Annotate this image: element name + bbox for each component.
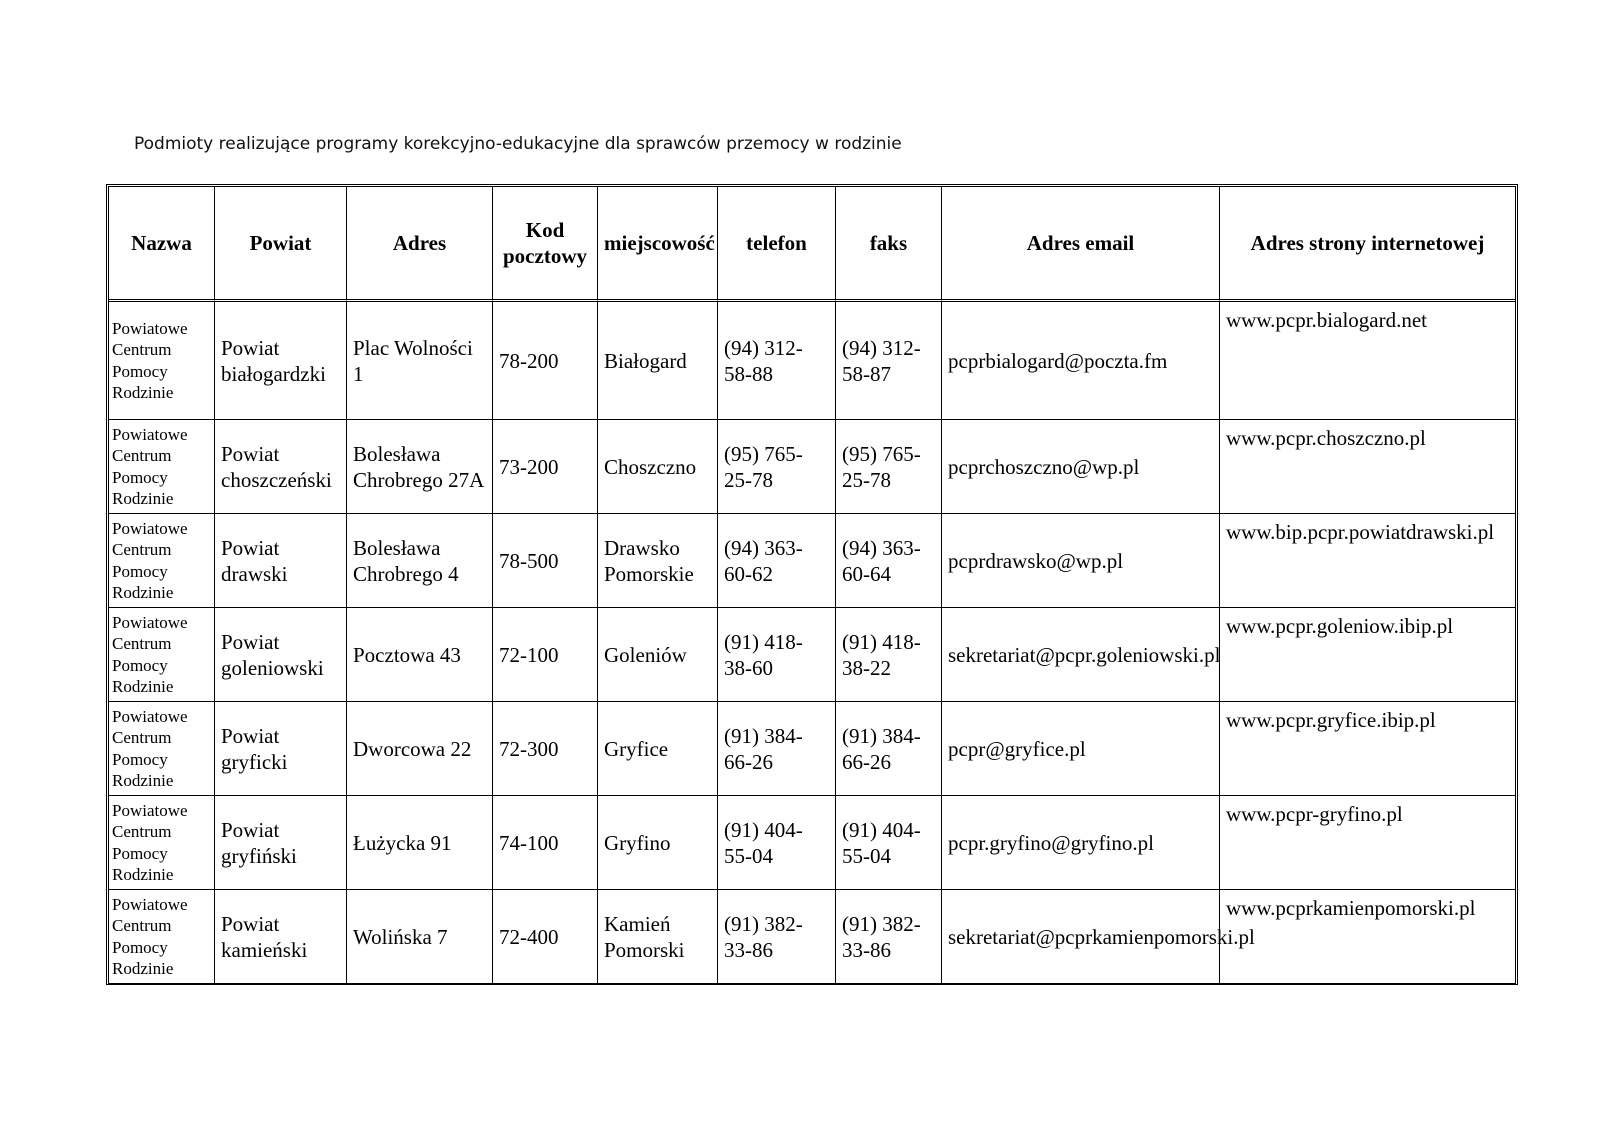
cell-powiat: Powiat goleniowski (215, 608, 347, 702)
cell-email: sekretariat@pcpr.goleniowski.pl (942, 608, 1220, 702)
cell-faks: (94) 312-58-87 (836, 302, 942, 420)
cell-faks: (95) 765-25-78 (836, 420, 942, 514)
cell-email: pcprdrawsko@wp.pl (942, 514, 1220, 608)
cell-telefon: (91) 384-66-26 (718, 702, 836, 796)
cell-kod-pocztowy: 72-400 (493, 890, 598, 983)
cell-kod-pocztowy: 78-200 (493, 302, 598, 420)
cell-powiat: Powiat drawski (215, 514, 347, 608)
cell-miejscowosc: Gryfice (598, 702, 718, 796)
cell-powiat: Powiat białogardzki (215, 302, 347, 420)
table-row (109, 420, 1515, 514)
cell-telefon: (91) 382-33-86 (718, 890, 836, 983)
entities-table-container (106, 184, 1512, 985)
cell-nazwa: Powiatowe Centrum Pomocy Rodzinie (109, 796, 215, 890)
table-row (109, 608, 1515, 702)
cell-kod-pocztowy: 72-100 (493, 608, 598, 702)
cell-miejscowosc: Gryfino (598, 796, 718, 890)
cell-www: www.pcpr.goleniow.ibip.pl (1220, 608, 1515, 702)
cell-faks: (94) 363-60-64 (836, 514, 942, 608)
cell-telefon: (94) 312-58-88 (718, 302, 836, 420)
cell-www: www.pcpr.bialogard.net (1220, 302, 1515, 420)
cell-adres: Wolińska 7 (347, 890, 493, 983)
cell-www: www.pcpr-gryfino.pl (1220, 796, 1515, 890)
cell-email: pcpr.gryfino@gryfino.pl (942, 796, 1220, 890)
cell-nazwa: Powiatowe Centrum Pomocy Rodzinie (109, 890, 215, 983)
cell-faks: (91) 382-33-86 (836, 890, 942, 983)
cell-email: pcpr@gryfice.pl (942, 702, 1220, 796)
cell-telefon: (94) 363-60-62 (718, 514, 836, 608)
header-faks: faks (836, 187, 942, 302)
document-title: Podmioty realizujące programy korekcyjno-edukacyjne dla sprawców przemocy w rodzinie (134, 134, 902, 154)
header-telefon: telefon (718, 187, 836, 302)
table-row (109, 514, 1515, 608)
cell-powiat: Powiat kamieński (215, 890, 347, 983)
cell-powiat: Powiat choszczeński (215, 420, 347, 514)
cell-faks: (91) 418-38-22 (836, 608, 942, 702)
cell-kod-pocztowy: 73-200 (493, 420, 598, 514)
cell-adres: Plac Wolności 1 (347, 302, 493, 420)
cell-faks: (91) 384-66-26 (836, 702, 942, 796)
cell-adres: Bolesława Chrobrego 4 (347, 514, 493, 608)
table-row (109, 702, 1515, 796)
cell-www: www.pcpr.choszczno.pl (1220, 420, 1515, 514)
cell-www: www.pcpr.gryfice.ibip.pl (1220, 702, 1515, 796)
cell-telefon: (95) 765-25-78 (718, 420, 836, 514)
cell-email: sekretariat@pcprkamienpomorski.pl (942, 890, 1220, 983)
table-row (109, 796, 1515, 890)
cell-nazwa: Powiatowe Centrum Pomocy Rodzinie (109, 420, 215, 514)
cell-miejscowosc: Choszczno (598, 420, 718, 514)
cell-powiat: Powiat gryficki (215, 702, 347, 796)
table-header (109, 187, 1515, 302)
cell-kod-pocztowy: 78-500 (493, 514, 598, 608)
cell-miejscowosc: Drawsko Pomorskie (598, 514, 718, 608)
cell-nazwa: Powiatowe Centrum Pomocy Rodzinie (109, 514, 215, 608)
header-adres-strony: Adres strony internetowej (1220, 187, 1515, 302)
cell-www: www.pcprkamienpomorski.pl (1226, 896, 1476, 920)
cell-nazwa: Powiatowe Centrum Pomocy Rodzinie (109, 302, 215, 420)
cell-nazwa: Powiatowe Centrum Pomocy Rodzinie (109, 608, 215, 702)
cell-miejscowosc: Goleniów (598, 608, 718, 702)
cell-miejscowosc: Białogard (598, 302, 718, 420)
table-row (109, 302, 1515, 420)
cell-telefon: (91) 418-38-60 (718, 608, 836, 702)
cell-faks: (91) 404-55-04 (836, 796, 942, 890)
cell-nazwa: Powiatowe Centrum Pomocy Rodzinie (109, 702, 215, 796)
cell-powiat: Powiat gryfiński (215, 796, 347, 890)
header-adres: Adres (347, 187, 493, 302)
table-body (109, 302, 1515, 983)
cell-miejscowosc: Kamień Pomorski (598, 890, 718, 983)
header-nazwa: Nazwa (109, 187, 215, 302)
cell-email: pcprchoszczno@wp.pl (942, 420, 1220, 514)
cell-adres: Bolesława Chrobrego 27A (347, 420, 493, 514)
header-row (109, 187, 1515, 302)
header-powiat: Powiat (215, 187, 347, 302)
cell-kod-pocztowy: 72-300 (493, 702, 598, 796)
cell-kod-pocztowy: 74-100 (493, 796, 598, 890)
table-row (109, 890, 1515, 983)
cell-www: www.bip.pcpr.powiatdrawski.pl (1220, 514, 1515, 608)
entities-table (106, 184, 1518, 985)
cell-adres: Pocztowa 43 (347, 608, 493, 702)
cell-email: pcprbialogard@poczta.fm (942, 302, 1220, 420)
header-kod-pocztowy: Kod pocztowy (493, 187, 598, 302)
cell-telefon: (91) 404-55-04 (718, 796, 836, 890)
header-adres-email: Adres email (942, 187, 1220, 302)
header-miejscowosc: miejscowość (598, 187, 718, 302)
cell-adres: Łużycka 91 (347, 796, 493, 890)
cell-adres: Dworcowa 22 (347, 702, 493, 796)
